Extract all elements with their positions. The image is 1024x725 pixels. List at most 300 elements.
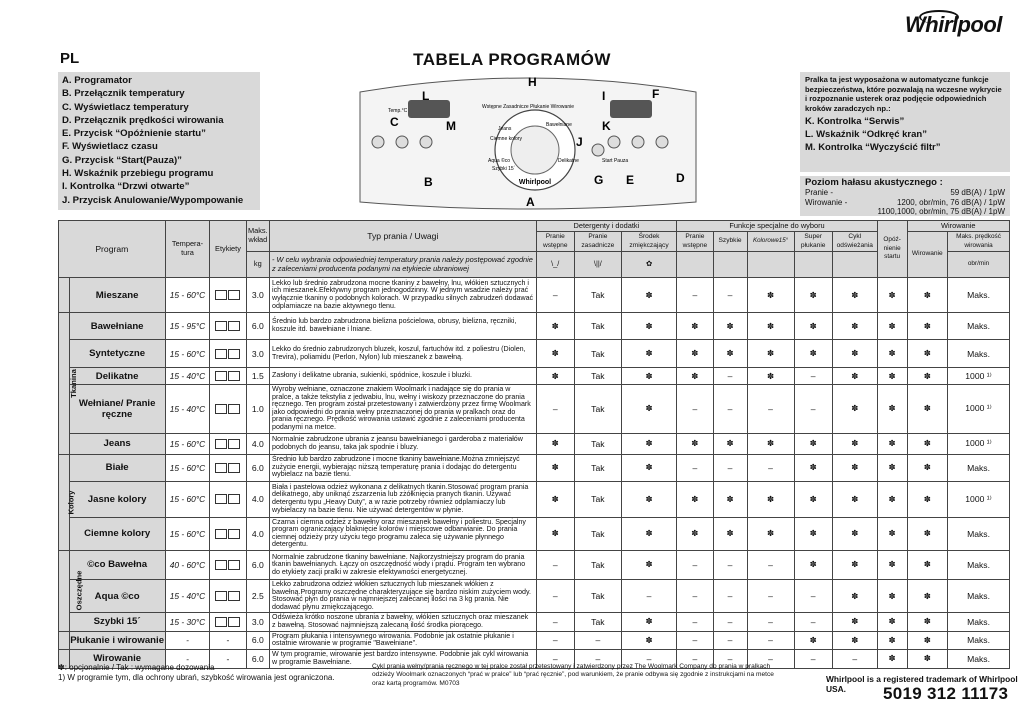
option-cell: –	[536, 278, 574, 313]
option-cell: ✽	[794, 433, 832, 454]
option-cell: ✽	[794, 631, 832, 649]
program-temp: 15 - 60°C	[165, 517, 210, 550]
option-cell: –	[713, 649, 747, 668]
option-cell: –	[621, 649, 676, 668]
callout-K: K	[602, 119, 611, 133]
col-f-rinse: Super płukanie	[794, 232, 832, 252]
noise-wash-label: Pranie -	[805, 188, 834, 197]
option-cell: ✽	[536, 313, 574, 340]
callout-E: E	[626, 173, 635, 187]
option-cell: –	[747, 579, 794, 612]
option-cell: ✽	[907, 313, 948, 340]
col-type-note: - W celu wybrania odpowiedniej temperatury prania należy postępować zgodnie z zaleceniami producenta podanymi na etykiecie ubraniowej	[270, 252, 537, 278]
start-button	[592, 144, 604, 156]
care-labels-icon	[210, 278, 246, 313]
option-cell: ✽	[621, 385, 676, 434]
option-cell: ✽	[747, 368, 794, 385]
noise-spin-value-2: 1100,1000, obr/min, 75 dB(A) / 1pW	[877, 207, 1005, 217]
panel-colors-label: Ciemne kolory	[490, 136, 522, 142]
footnote-1: 1) W programie tym, dla ochrony ubrań, szybkość wirowania jest ograniczona.	[58, 673, 335, 682]
control-legend	[58, 72, 260, 210]
option-cell: –	[574, 631, 621, 649]
program-description: Lekko zabrudzona odzież włókien sztucznych lub mieszanek włókien z bawełną.Programy oszczędne charakteryzujące się bardzo niskim zużyciem wody. Stosować płyn do prania w najmniejszej zalecanej ilości na 3 kg prania. Nie dodawać płynu zmiękczającego.	[270, 579, 537, 612]
option-cell: ✽	[713, 313, 747, 340]
care-labels-icon	[210, 454, 246, 481]
program-name: Jasne kolory	[69, 481, 165, 517]
option-cell: ✽	[877, 278, 907, 313]
option-cell: ✽	[832, 550, 877, 579]
legend-item: I. Kontrolka “Drzwi otwarte”	[62, 181, 190, 193]
option-cell: ✽	[907, 579, 948, 612]
program-name: Szybki 15´	[69, 613, 165, 631]
spin-button	[608, 136, 620, 148]
option-cell: Tak	[574, 313, 621, 340]
max-load: 6.0	[246, 631, 269, 649]
option-cell: 1000 ¹⁾	[948, 368, 1010, 385]
option-cell: ✽	[907, 278, 948, 313]
option-cell: ✽	[877, 433, 907, 454]
option-cell: ✽	[832, 481, 877, 517]
option-cell: ✽	[536, 481, 574, 517]
woolmark-note: Cykl prania wełny/prania ręcznego w tej pralce został przetestowany i zatwierdzony przez The Woolmark Company do prania w pralkach odzieży Woolmark oznaczonych “prać w pralce” lub “prać ręcznie”, pod warunkiem, że pranie odbywa się zgodnie z instrukcjami na metce oraz kartą programów. M0703	[372, 663, 774, 687]
option-cell: ✽	[832, 454, 877, 481]
control-panel-diagram	[358, 70, 698, 210]
callout-J: J	[576, 135, 583, 149]
option-cell: ✽	[794, 313, 832, 340]
indicator-l: L. Wskaźnik “Odkręć kran”	[805, 129, 927, 141]
option-cell: ✽	[621, 481, 676, 517]
option-cell: ✽	[832, 368, 877, 385]
noise-wash-value: 59 dB(A) / 1pW	[950, 188, 1005, 197]
option-cell: ✽	[621, 517, 676, 550]
program-temp: 15 - 60°C	[165, 278, 210, 313]
care-labels-icon	[210, 368, 246, 385]
option-cell: Maks.	[948, 517, 1010, 550]
legend-item: J. Przycisk Anulowanie/Wypompowanie	[62, 194, 244, 206]
max-load: 6.0	[246, 454, 269, 481]
option-cell: –	[747, 631, 794, 649]
option-cell: ✽	[832, 313, 877, 340]
option-cell: ✽	[747, 481, 794, 517]
option-cell: ✽	[907, 631, 948, 649]
option-cell: –	[677, 278, 713, 313]
option-cell: ✽	[536, 433, 574, 454]
program-description: Średnio lub bardzo zabrudzona bielizna pościelowa, obrusy, bielizna, ręczniki, koszule itd. bawełniane i lniane.	[270, 313, 537, 340]
col-program: Program	[59, 221, 166, 278]
program-description: Czarna i ciemna odzież z bawełny oraz mieszanek bawełny i poliestru. Specjalny program ograniczający blaknięcie kolorów i miejscowe odbarwianie. Do prania ciemnej odzieży przy użyciu tego programu zaleca się używanie płynnego detergentu.	[270, 517, 537, 550]
program-name: Płukanie i wirowanie	[69, 631, 165, 649]
option-cell: ✽	[907, 454, 948, 481]
panel-aqua-label: Aqua ©co	[488, 158, 511, 164]
part-number: 5019 312 11173	[883, 684, 1009, 703]
option-cell: –	[536, 579, 574, 612]
option-cell: ✽	[877, 550, 907, 579]
program-name: Bawełniane	[69, 313, 165, 340]
program-name: Delikatne	[69, 368, 165, 385]
language-code: PL	[60, 50, 80, 67]
col-spin-on: Wirowanie	[907, 232, 948, 278]
program-temp: 40 - 60°C	[165, 550, 210, 579]
program-description: Lekko do średnio zabrudzonych bluzek, koszul, fartuchów itd. z poliestru (Diolen, Trevira), poliamidu (Perlon, Nylon) lub mieszanek z bawełną.	[270, 340, 537, 368]
max-load: 1.5	[246, 368, 269, 385]
option-cell: ✽	[677, 340, 713, 368]
option-cell: ✽	[907, 368, 948, 385]
callout-L: L	[422, 89, 430, 103]
noise-title: Poziom hałasu akustycznego :	[805, 177, 943, 188]
option-cell: ✽	[832, 613, 877, 631]
col-detergents: Detergenty i dodatki	[536, 221, 677, 232]
table-row	[59, 368, 1010, 385]
prewash-icon: \_/	[536, 252, 574, 278]
option-cell: ✽	[621, 340, 676, 368]
option-cell: –	[621, 579, 676, 612]
care-labels: -	[210, 649, 246, 668]
legend-item: H. Wskaźnik przebiegu programu	[62, 168, 214, 180]
max-load: 4.0	[246, 433, 269, 454]
option-cell: Tak	[574, 481, 621, 517]
legend-item: G. Przycisk “Start(Pauza)”	[62, 154, 182, 166]
option-cell: ✽	[747, 278, 794, 313]
option-cell: –	[713, 613, 747, 631]
option-cell: Maks.	[948, 278, 1010, 313]
option-cell: ✽	[536, 517, 574, 550]
option-cell: ✽	[877, 481, 907, 517]
option-cell: ✽	[621, 454, 676, 481]
table-row	[59, 631, 1010, 649]
table-row	[59, 278, 1010, 313]
col-max-load: Maks. wkład	[246, 221, 269, 252]
safety-intro: Pralka ta jest wyposażona w automatyczne funkcje bezpieczeństwa, które pozwalają na wczesne wykrycie i rozpoznanie usterek oraz podjęcie odpowiednich kroków zaradczych np.:	[805, 75, 1002, 113]
program-temp: 15 - 60°C	[165, 481, 210, 517]
option-cell: –	[677, 631, 713, 649]
option-cell: –	[536, 550, 574, 579]
panel-start-label: Start Pauza	[602, 158, 629, 164]
group-label: Kolory	[59, 454, 70, 550]
option-cell: –	[794, 385, 832, 434]
col-spin: Wirowanie	[907, 221, 1009, 232]
table-row	[59, 550, 1010, 579]
col-softener: Środek zmiękczający	[621, 232, 676, 252]
table-row	[59, 579, 1010, 612]
option-cell: ✽	[747, 340, 794, 368]
program-description: Lekko lub średnio zabrudzona mocne tkaniny z bawełny, lnu, włókien sztucznych i ich mieszanek.Efektywny program jednogodzinny. W jednym wsadzie należy prać wyłącznie tkaniny o podobnych kolorach. W przypadku silnych zabrudzeń dodawać odplamiacze na bazie aktywnego tlenu.	[270, 278, 537, 313]
option-cell: 1000 ¹⁾	[948, 385, 1010, 434]
option-cell: –	[713, 579, 747, 612]
option-cell: ✽	[877, 649, 907, 668]
option-cell: ✽	[832, 433, 877, 454]
option-cell: ✽	[713, 433, 747, 454]
care-labels-icon	[210, 481, 246, 517]
option-cell: ✽	[621, 278, 676, 313]
indicator-m: M. Kontrolka “Wyczyścić filtr”	[805, 142, 941, 154]
option-cell: ✽	[877, 340, 907, 368]
program-temp: 15 - 60°C	[165, 433, 210, 454]
max-load: 6.0	[246, 313, 269, 340]
option-cell: –	[747, 454, 794, 481]
option-cell: –	[536, 649, 574, 668]
table-row	[59, 385, 1010, 434]
callout-A: A	[526, 195, 535, 209]
callout-C: C	[390, 115, 399, 129]
option-cell: ✽	[907, 517, 948, 550]
program-name: Wirowanie	[69, 649, 165, 668]
program-name: ©co Bawełna	[69, 550, 165, 579]
delay-button	[372, 136, 384, 148]
program-description: Wyroby wełniane, oznaczone znakiem Woolmark i nadające się do prania w pralce, a także tekstylia z jedwabiu, lnu, wełny i wiskozy przeznaczone do prania ręcznego. Ten program został przetestowany i zatwierdzony przez firmę Woolmark jako odpowiedni do prania wełny przeznaczonej do prania w pralkach oraz do prania ręcznego. Prędkość wirowania ustawić zgodnie z zaleceniami producenta podanymi na metce.	[270, 385, 537, 434]
option-cell: ✽	[747, 517, 794, 550]
option-cell: Tak	[574, 454, 621, 481]
delay-start-button	[656, 136, 668, 148]
option-cell: –	[536, 613, 574, 631]
option-cell: –	[747, 550, 794, 579]
option-cell: Maks.	[948, 454, 1010, 481]
panel-cotton-label: Bawełniane	[546, 122, 572, 128]
option-cell: ✽	[907, 481, 948, 517]
option-cell: Maks.	[948, 613, 1010, 631]
program-name: Mieszane	[69, 278, 165, 313]
footnote-legend: ✽: opcjonalnie / Tak : wymagane dozowania	[58, 663, 215, 672]
footnotes	[58, 663, 358, 683]
option-cell: –	[713, 550, 747, 579]
callout-D: D	[676, 171, 685, 185]
program-temp: -	[165, 649, 210, 668]
option-cell: –	[747, 613, 794, 631]
care-labels-icon	[210, 313, 246, 340]
care-labels: -	[210, 631, 246, 649]
program-temp: 15 - 60°C	[165, 454, 210, 481]
col-delay: Opóź- nienie startu	[877, 221, 907, 278]
program-temp: 15 - 40°C	[165, 579, 210, 612]
col-f-quick: Szybkie	[713, 232, 747, 252]
noise-spin-value: 1200, obr/min, 76 dB(A) / 1pW	[896, 197, 1005, 207]
col-mainwash: Pranie zasadnicze	[574, 232, 621, 252]
option-cell: ✽	[877, 313, 907, 340]
option-cell: Tak	[574, 517, 621, 550]
option-cell: –	[832, 649, 877, 668]
option-cell: ✽	[747, 433, 794, 454]
noise-level-box	[800, 176, 1010, 216]
option-cell: ✽	[907, 613, 948, 631]
option-cell: ✽	[621, 550, 676, 579]
program-temp: -	[165, 631, 210, 649]
program-description: Biała i pastelowa odzież wykonana z delikatnych tkanin.Stosować program prania delikatnego, aby uniknąć zszarzenia lub zżółknięcia pranych tkanin. Używać detergentu typu „Heavy Duty”, a w razie potrzeby również odplamiaczy lub wybielaczy na bazie tlenu. Nie używać detergentów w płynie.	[270, 481, 537, 517]
program-name: Syntetyczne	[69, 340, 165, 368]
table-row	[59, 481, 1010, 517]
option-cell: ✽	[677, 481, 713, 517]
col-prewash: Pranie wstępne	[536, 232, 574, 252]
option-cell: –	[713, 454, 747, 481]
panel-jeans-label: Jeans	[498, 126, 512, 132]
program-temp: 15 - 60°C	[165, 340, 210, 368]
panel-temp-label: Temp.°C	[388, 108, 408, 114]
option-cell: ✽	[877, 517, 907, 550]
program-description: Zasłony i delikatne ubrania, sukienki, spódnice, koszule i bluzki.	[270, 368, 537, 385]
option-cell: ✽	[794, 454, 832, 481]
max-load: 4.0	[246, 517, 269, 550]
option-cell: ✽	[794, 340, 832, 368]
program-temp: 15 - 95°C	[165, 313, 210, 340]
option-cell: ✽	[832, 631, 877, 649]
option-cell: –	[713, 385, 747, 434]
option-cell: ✽	[621, 313, 676, 340]
col-functions: Funkcje specjalne do wyboru	[677, 221, 877, 232]
col-rpm: obr/min	[948, 252, 1010, 278]
option-cell: –	[713, 631, 747, 649]
option-cell: ✽	[677, 368, 713, 385]
program-temp: 15 - 40°C	[165, 368, 210, 385]
care-labels-icon	[210, 517, 246, 550]
col-labels: Etykiety	[210, 221, 246, 278]
rinse-button	[632, 136, 644, 148]
option-cell: –	[794, 368, 832, 385]
option-cell: ✽	[877, 368, 907, 385]
option-cell: ✽	[832, 385, 877, 434]
care-labels-icon	[210, 433, 246, 454]
option-cell: ✽	[677, 433, 713, 454]
option-cell: Maks.	[948, 631, 1010, 649]
option-cell: Maks.	[948, 649, 1010, 668]
callout-I: I	[602, 89, 606, 103]
option-cell: –	[677, 385, 713, 434]
legend-item: F. Wyświetlacz czasu	[62, 141, 158, 153]
program-table	[58, 220, 1010, 669]
option-cell: Tak	[574, 340, 621, 368]
program-name: Białe	[69, 454, 165, 481]
table-row	[59, 340, 1010, 368]
max-load: 1.0	[246, 385, 269, 434]
program-name: Wełniane/ Pranie ręczne	[69, 385, 165, 434]
program-name: Aqua ©co	[69, 579, 165, 612]
indicator-k: K. Kontrolka “Serwis”	[805, 116, 905, 128]
program-name: Jeans	[69, 433, 165, 454]
group-label: Tkanina	[59, 313, 70, 455]
panel-light-label: Delikatne	[558, 158, 579, 164]
option-cell: ✽	[877, 454, 907, 481]
legend-item: C. Wyświetlacz temperatury	[62, 101, 189, 113]
group-label: Oszczędne	[59, 550, 70, 631]
option-cell: ✽	[713, 517, 747, 550]
option-cell: ✽	[747, 313, 794, 340]
option-cell: ✽	[794, 481, 832, 517]
option-cell: ✽	[907, 649, 948, 668]
option-cell: ✽	[832, 579, 877, 612]
option-cell: ✽	[907, 550, 948, 579]
temp-button	[396, 136, 408, 148]
col-f-soak: Cykl odświeżania	[832, 232, 877, 252]
brand-name: Whirlpool	[905, 12, 1002, 37]
program-name: Ciemne kolory	[69, 517, 165, 550]
softener-icon: ✿	[621, 252, 676, 278]
option-cell: Maks.	[948, 550, 1010, 579]
option-cell: Tak	[574, 613, 621, 631]
option-cell: –	[794, 649, 832, 668]
program-description: W tym programie, wirowanie jest bardzo intensywne. Podobnie jak cykl wirowania w programie Bawełniane.	[270, 649, 537, 668]
option-cell: –	[677, 613, 713, 631]
page-title: TABELA PROGRAMÓW	[413, 50, 611, 69]
option-cell: –	[747, 649, 794, 668]
col-max-speed: Maks. prędkość wirowania	[948, 232, 1010, 252]
option-cell: Tak	[574, 579, 621, 612]
option-button	[420, 136, 432, 148]
option-cell: 1000 ¹⁾	[948, 481, 1010, 517]
noise-spin-label: Wirowanie -	[805, 197, 848, 207]
callout-M: M	[446, 119, 456, 133]
option-cell: ✽	[794, 550, 832, 579]
max-load: 6.0	[246, 550, 269, 579]
option-cell: ✽	[536, 368, 574, 385]
max-load: 3.0	[246, 278, 269, 313]
option-cell: ✽	[794, 278, 832, 313]
program-rows	[59, 278, 1010, 669]
program-temp: 15 - 30°C	[165, 613, 210, 631]
option-cell: ✽	[907, 385, 948, 434]
table-row	[59, 517, 1010, 550]
option-cell: –	[677, 550, 713, 579]
option-cell: –	[713, 278, 747, 313]
col-temp: Tempera- tura	[165, 221, 210, 278]
care-labels-icon	[210, 579, 246, 612]
legend-item: D. Przełącznik prędkości wirowania	[62, 114, 224, 126]
option-cell: Maks.	[948, 313, 1010, 340]
program-description: Średnio lub bardzo zabrudzone i mocne tkaniny bawełniane.Można zmniejszyć zużycie energii, wybierając niższą temperaturę prania i dodając do detergentu wybielacz na bazie tlenu.	[270, 454, 537, 481]
option-cell: ✽	[677, 313, 713, 340]
max-load: 2.5	[246, 579, 269, 612]
callout-H: H	[528, 75, 537, 89]
program-description: Normalnie zabrudzone tkaniny bawełniane. Najkorzystniejszy program do prania tkanin bawełnianych. Łączy on oszczędność wody i prądu. Program ten wybrano do etykiety zacji pralki w zakresie efektywności energetycznej.	[270, 550, 537, 579]
option-cell: ✽	[877, 631, 907, 649]
care-labels-icon	[210, 340, 246, 368]
option-cell: Maks.	[948, 340, 1010, 368]
option-cell: ✽	[621, 368, 676, 385]
panel-logo: Whirlpool	[518, 179, 552, 186]
option-cell: ✽	[621, 631, 676, 649]
program-description: Program płukania i intensywnego wirowania. Podobnie jak ostatnie płukanie i ostatnie wirowanie w programie "Bawełniane".	[270, 631, 537, 649]
program-temp: 15 - 40°C	[165, 385, 210, 434]
option-cell: ✽	[877, 579, 907, 612]
option-cell: ✽	[536, 454, 574, 481]
table-row	[59, 613, 1010, 631]
col-type: Typ prania / Uwagi	[270, 221, 537, 252]
col-f-colors: Kolorowe15°	[747, 232, 794, 252]
option-cell: Tak	[574, 433, 621, 454]
option-cell: –	[794, 613, 832, 631]
option-cell: –	[677, 579, 713, 612]
option-cell: Maks.	[948, 579, 1010, 612]
option-cell: ✽	[907, 433, 948, 454]
option-cell: ✽	[536, 340, 574, 368]
option-cell: ✽	[713, 481, 747, 517]
option-cell: ✽	[621, 613, 676, 631]
option-cell: –	[677, 454, 713, 481]
option-cell: ✽	[877, 385, 907, 434]
max-load: 6.0	[246, 649, 269, 668]
option-cell: ✽	[832, 278, 877, 313]
option-cell: –	[574, 649, 621, 668]
legend-item: A. Programator	[62, 75, 132, 86]
table-row	[59, 313, 1010, 340]
time-display	[610, 100, 652, 118]
option-cell: –	[677, 649, 713, 668]
option-cell: Tak	[574, 368, 621, 385]
care-labels-icon	[210, 385, 246, 434]
col-kg: kg	[246, 252, 269, 278]
panel-quick-label: Szybki 15´	[492, 166, 516, 172]
option-cell: Tak	[574, 278, 621, 313]
option-cell: ✽	[713, 340, 747, 368]
option-cell: Tak	[574, 385, 621, 434]
option-cell: –	[536, 631, 574, 649]
option-cell: ✽	[794, 517, 832, 550]
